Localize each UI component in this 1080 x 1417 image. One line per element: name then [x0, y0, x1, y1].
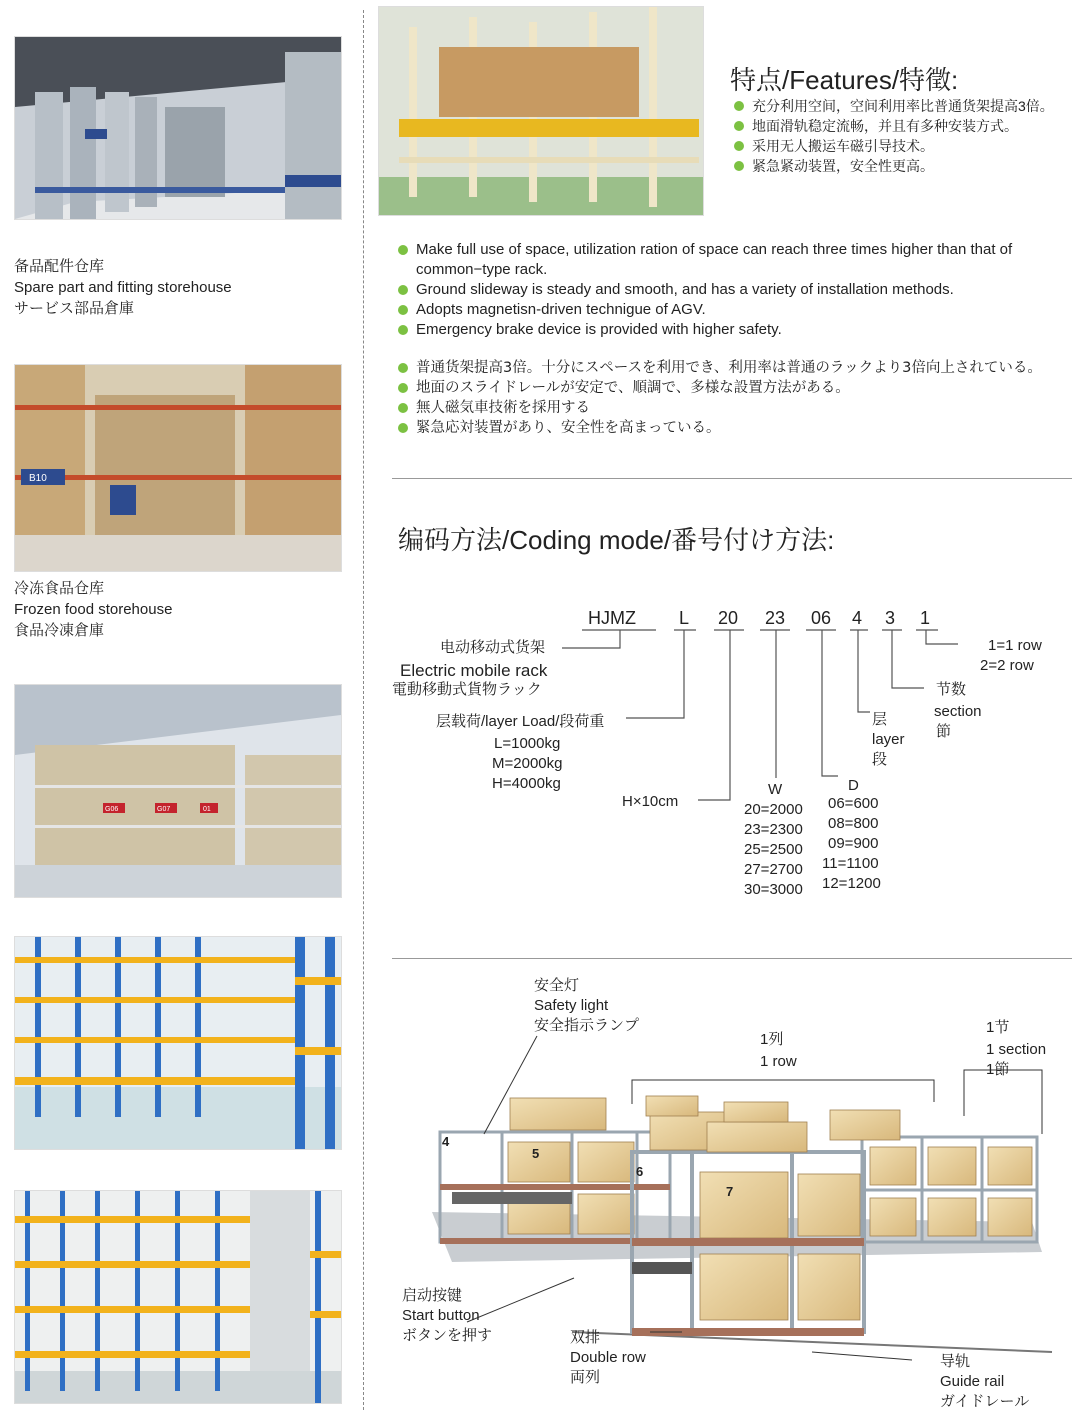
list-item: Ground slideway is steady and smooth, and has a variety of installation methods. [394, 280, 1064, 300]
layer-jp: 段 [872, 751, 888, 768]
list-item: Emergency brake device is provided with higher safety. [394, 320, 1064, 340]
photo-yellow-racks-aisle [14, 1190, 342, 1404]
section-divider [392, 478, 1072, 479]
type-en: Electric mobile rack [400, 661, 548, 680]
photo-mobile-rack-warehouse [378, 6, 704, 216]
code-seg-layer: 4 [852, 608, 863, 628]
photo-frozen-food-storehouse [14, 364, 342, 572]
code-seg-width: 23 [765, 608, 786, 628]
d-value: 09=900 [828, 835, 879, 852]
safety-light-jp: 安全指示ランプ [534, 1017, 640, 1034]
safety-light-en: Safety light [534, 997, 609, 1014]
code-seg-height: 20 [718, 608, 739, 628]
section-cn: 节数 [936, 681, 967, 698]
list-item: Adopts magnetisn-driven technigue of AGV. [394, 300, 1064, 320]
d-value: 12=1200 [822, 875, 881, 892]
load-h: H=4000kg [492, 775, 561, 792]
list-item: 地面のスライドレールが安定で、順調で、多様な設置方法がある。 [394, 378, 1064, 398]
rows-2: 2=2 row [980, 657, 1034, 674]
w-value: 30=3000 [744, 881, 803, 898]
double-row-jp: 両列 [570, 1369, 601, 1386]
w-value: 25=2500 [744, 841, 803, 858]
guide-rail-cn: 导轨 [940, 1353, 971, 1370]
section-jp: 1節 [986, 1061, 1010, 1078]
w-value: 27=2700 [744, 861, 803, 878]
double-row-en: Double row [570, 1349, 646, 1366]
caption-jp: 食品冷凍倉庫 [14, 622, 105, 639]
list-item: 普通货架提高3倍。十分にスペースを利用でき、利用率は普通のラックより3倍向上されている。 [394, 358, 1064, 378]
code-seg-hjmz: HJMZ [588, 608, 636, 628]
double-row-cn: 双排 [570, 1329, 601, 1346]
rack-number-7: 7 [726, 1184, 734, 1199]
features-title: 特点/Features/特徵: [730, 65, 959, 95]
load-l: L=1000kg [494, 735, 561, 752]
section-divider [392, 958, 1072, 959]
d-value: 11=1100 [822, 855, 879, 872]
features-cn-list [730, 96, 1075, 176]
list-item: 紧急紧动装置，安全性更高。 [730, 156, 1075, 176]
photo-warehouse-white-racks [14, 684, 342, 898]
caption-frozen-food [14, 578, 172, 641]
d-value: 08=800 [828, 815, 879, 832]
photo3-tag-3: 01 [203, 806, 211, 813]
photo3-tag-2: G07 [157, 806, 171, 813]
start-button-cn: 启动按键 [402, 1287, 463, 1304]
section-en: 1 section [986, 1041, 1047, 1058]
list-item: 地面滑轨稳定流畅，并且有多种安装方式。 [730, 116, 1075, 136]
list-item: 無人磁気車技術を採用する [394, 398, 1064, 418]
row-en: 1 row [760, 1053, 797, 1070]
guide-rail-jp: ガイドレール [940, 1393, 1030, 1410]
coding-diagram [392, 600, 1072, 910]
caption-cn: 备品配件仓库 [14, 258, 105, 275]
list-item: 緊急応対装置があり、安全性を高まっている。 [394, 418, 1064, 438]
rows-1: 1=1 row [988, 637, 1042, 654]
load-m: M=2000kg [492, 755, 563, 772]
photo3-tag-1: G06 [105, 806, 119, 813]
rack-number-4: 4 [442, 1134, 450, 1149]
rack-structure-diagram [392, 962, 1072, 1412]
section-en: section [934, 703, 982, 720]
list-item: Make full use of space, utilization ration of space can reach three times higher than that of common−type rack. [394, 240, 1064, 280]
type-jp: 電動移動式貨物ラック [392, 681, 542, 698]
photo2-tag: B10 [29, 473, 47, 484]
list-item: 充分利用空间，空间利用率比普通货架提高3倍。 [730, 96, 1075, 116]
load-label: 层载荷/layer Load/段荷重 [436, 713, 605, 730]
photo-blue-yellow-racks [14, 936, 342, 1150]
photo-spare-part-storehouse [14, 36, 342, 220]
w-value: 23=2300 [744, 821, 803, 838]
rack-number-6: 6 [636, 1164, 644, 1179]
code-seg-load: L [679, 608, 690, 628]
section-cn: 1节 [986, 1019, 1010, 1036]
caption-jp: サービス部品倉庫 [14, 300, 135, 317]
caption-en: Frozen food storehouse [14, 601, 173, 618]
caption-cn: 冷冻食品仓库 [14, 580, 105, 597]
caption-spare-part [14, 256, 232, 319]
layer-cn: 层 [872, 711, 888, 728]
column-divider [363, 10, 364, 1410]
height-label: H×10cm [622, 793, 679, 810]
coding-title: 编码方法/Coding mode/番号付け方法: [398, 525, 835, 555]
type-cn: 电动移动式货架 [440, 639, 546, 656]
w-value: 20=2000 [744, 801, 803, 818]
caption-en: Spare part and fitting storehouse [14, 279, 232, 296]
code-seg-rows: 1 [920, 608, 931, 628]
code-seg-section: 3 [885, 608, 896, 628]
d-value: 06=600 [828, 795, 879, 812]
safety-light-cn: 安全灯 [534, 977, 580, 994]
layer-en: layer [872, 731, 905, 748]
rack-number-5: 5 [532, 1146, 540, 1161]
d-label: D [848, 777, 859, 794]
features-jp-list [394, 358, 1064, 438]
guide-rail-en: Guide rail [940, 1373, 1005, 1390]
list-item: 采用无人搬运车磁引导技术。 [730, 136, 1075, 156]
start-button-en: Start button [402, 1307, 480, 1324]
start-button-jp: ボタンを押す [402, 1327, 493, 1344]
section-jp: 節 [936, 723, 952, 740]
code-seg-depth: 06 [811, 608, 832, 628]
w-label: W [768, 781, 783, 798]
row-cn: 1列 [760, 1031, 784, 1048]
features-en-list [394, 240, 1064, 340]
